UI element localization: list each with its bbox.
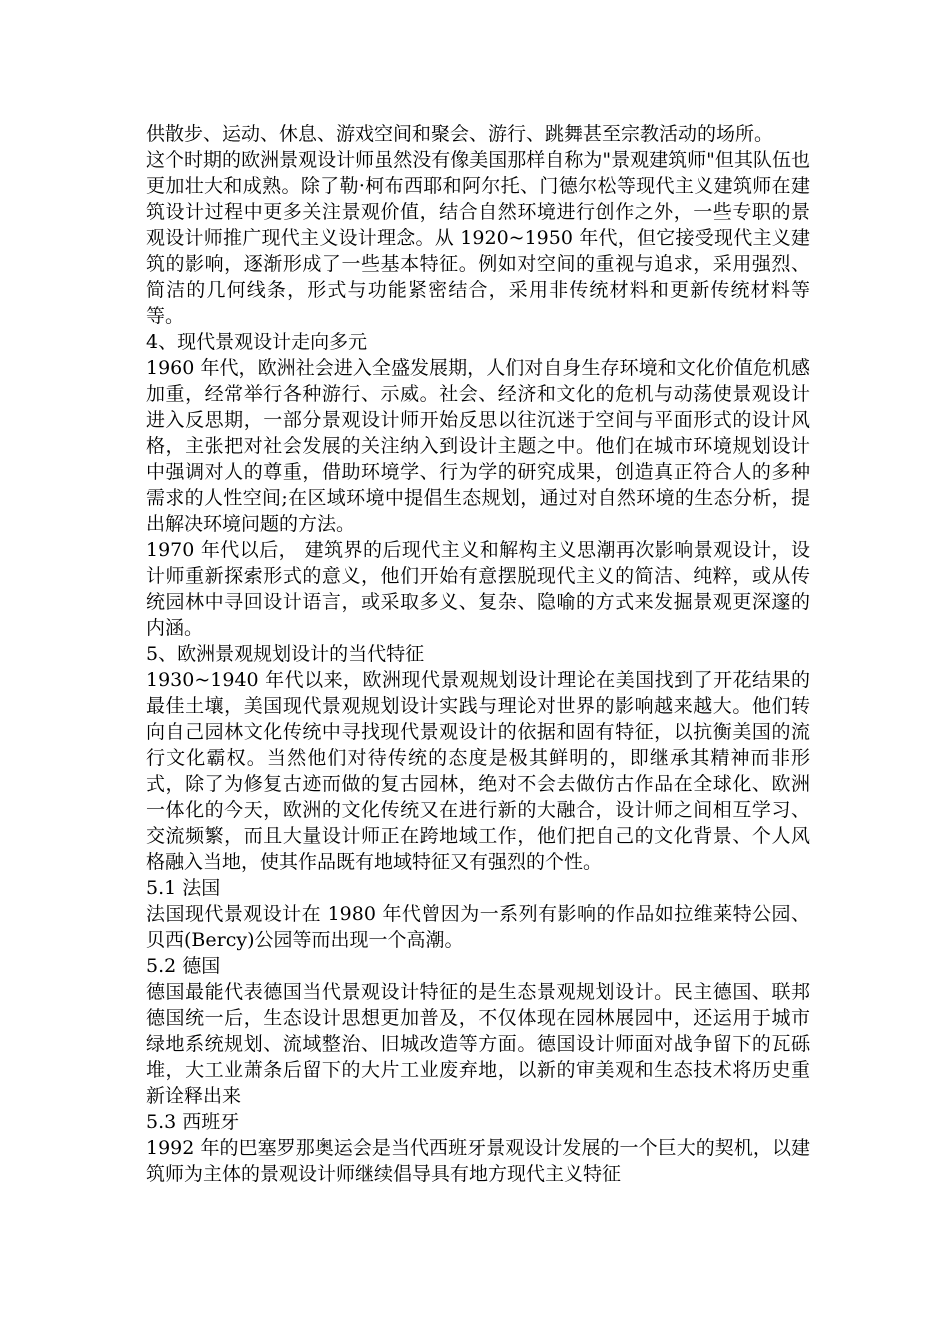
paragraph-germany: 德国最能代表德国当代景观设计特征的是生态景观规划设计。民主德国、联邦德国统一后，生态设计思想更加普及，不仅体现在园林展园中，还运用于城市绿地系统规划、流域整治、旧城改造等方面。德国设计师面对战争留下的瓦砾堆，大工业萧条后留下的大片工业废弃地，以新的审美观和生态技术将历史重新诠释出来 xyxy=(146,981,810,1107)
paragraph-european-designers: 这个时期的欧洲景观设计师虽然没有像美国那样自称为"景观建筑师"但其队伍也更加壮大和成熟。除了勒·柯布西耶和阿尔托、门德尔松等现代主义建筑师在建筑设计过程中更多关注景观价值，结合自然环境进行创作之外，一些专职的景观设计师推广现代主义设计理念。从 1920~1950 年代，但它接受现代主义建筑的影响，逐渐形成了一些基本特征。例如对空间的重视与追求，采用强烈、简洁的几何线条，形式与功能紧密结合，采用非传统材料和更新传统材料等等。 xyxy=(146,149,810,327)
paragraph-1970s: 1970 年代以后， 建筑界的后现代主义和解构主义思潮再次影响景观设计，设计师重新探索形式的意义，他们开始有意摆脱现代主义的简洁、纯粹，或从传统园林中寻回设计语言，或采取多义、复杂、隐喻的方式来发掘景观更深邃的内涵。 xyxy=(146,539,810,639)
paragraph-france: 法国现代景观设计在 1980 年代曾因为一系列有影响的作品如拉维莱特公园、贝西(Bercy)公园等而出现一个高潮。 xyxy=(146,903,810,951)
heading-section-5: 5、欧洲景观规划设计的当代特征 xyxy=(146,643,425,665)
paragraph-intro-continuation: 供散步、运动、休息、游戏空间和聚会、游行、跳舞甚至宗教活动的场所。 xyxy=(146,123,774,145)
heading-section-5-3-spain: 5.3 西班牙 xyxy=(146,1111,240,1133)
heading-section-5-2-germany: 5.2 德国 xyxy=(146,955,221,977)
paragraph-spain: 1992 年的巴塞罗那奥运会是当代西班牙景观设计发展的一个巨大的契机，以建筑师为主体的景观设计师继续倡导具有地方现代主义特征 xyxy=(146,1137,810,1185)
paragraph-1960s: 1960 年代，欧洲社会进入全盛发展期，人们对自身生存环境和文化价值危机感加重，经常举行各种游行、示威。社会、经济和文化的危机与动荡使景观设计进入反思期，一部分景观设计师开始反思以往沉迷于空间与平面形式的设计风格，主张把对社会发展的关注纳入到设计主题之中。他们在城市环境规划设计中强调对人的尊重，借助环境学、行为学的研究成果，创造真正符合人的多种需求的人性空间;在区域环境中提倡生态规划，通过对自然环境的生态分析，提出解决环境问题的方法。 xyxy=(146,357,810,535)
paragraph-contemporary-features: 1930~1940 年代以来，欧洲现代景观规划设计理论在美国找到了开花结果的最佳土壤，美国现代景观规划设计实践与理论对世界的影响越来越大。他们转向自己园林文化传统中寻找现代景观设计的依据和固有特征，以抗衡美国的流行文化霸权。当然他们对待传统的态度是极其鲜明的，即继承其精神而非形式，除了为修复古迹而做的复古园林，绝对不会去做仿古作品在全球化、欧洲一体化的今天，欧洲的文化传统又在进行新的大融合，设计师之间相互学习、交流频繁，而且大量设计师正在跨地域工作，他们把自己的文化背景、个人风格融入当地，使其作品既有地域特征又有强烈的个性。 xyxy=(146,669,810,873)
heading-section-5-1-france: 5.1 法国 xyxy=(146,877,221,899)
document-page xyxy=(146,121,810,1187)
heading-section-4: 4、现代景观设计走向多元 xyxy=(146,331,368,353)
